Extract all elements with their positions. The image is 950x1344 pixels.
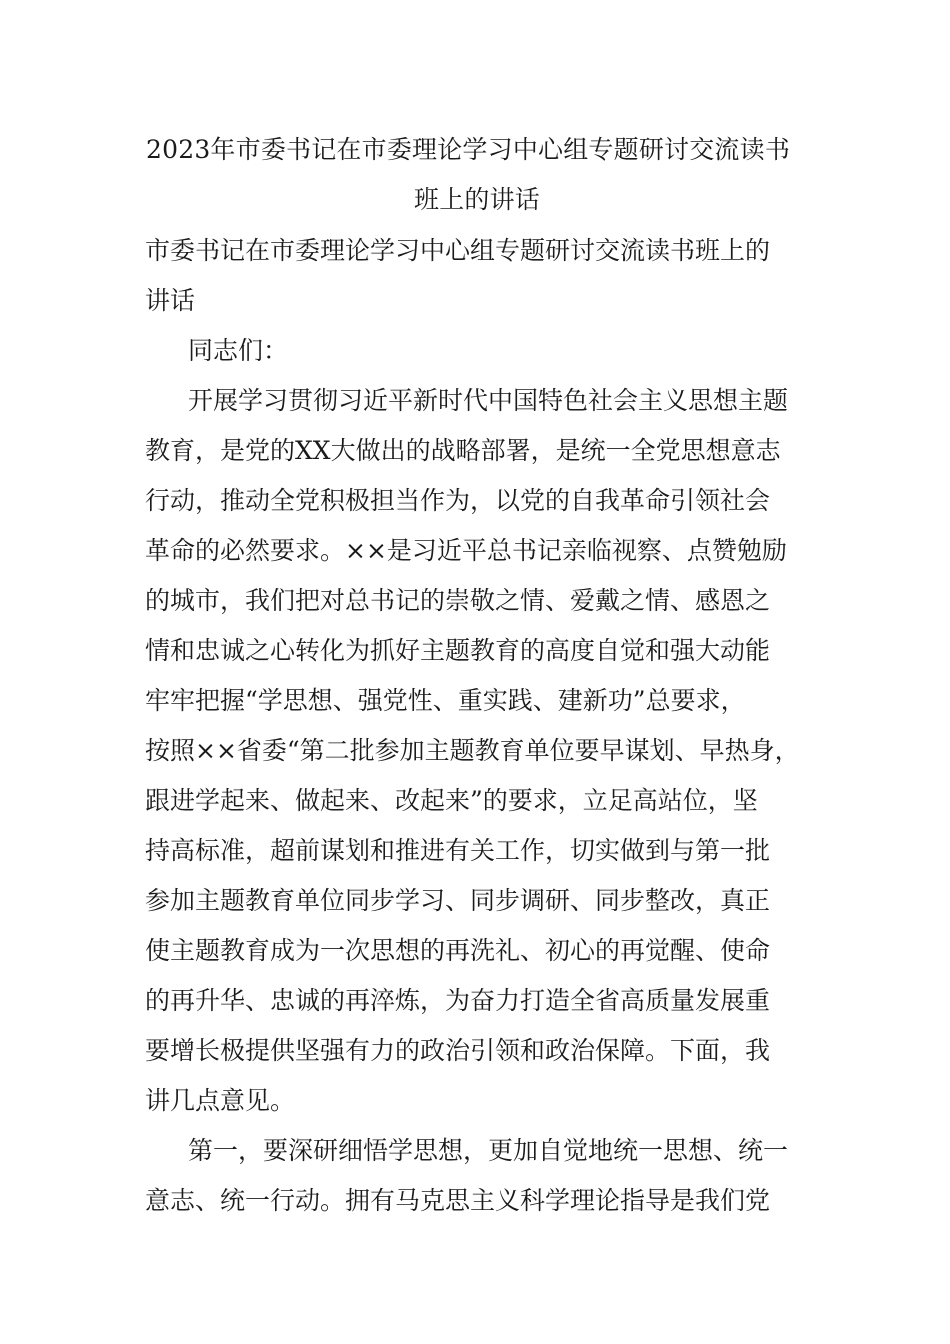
paragraph-1-line: 讲几点意见。 bbox=[145, 1086, 296, 1115]
paragraph-1-line: 的城市，我们把对总书记的崇敬之情、爱戴之情、感恩之 bbox=[145, 586, 771, 615]
paragraph-1-line: 要增长极提供坚强有力的政治引领和政治保障。下面，我 bbox=[145, 1036, 771, 1065]
paragraph-1-line: 的再升华、忠诚的再淬炼，为奋力打造全省高质量发展重 bbox=[145, 986, 771, 1015]
paragraph-1-line: 参加主题教育单位同步学习、同步调研、同步整改，真正 bbox=[145, 886, 771, 915]
paragraph-2-line: 第一，要深研细悟学思想，更加自觉地统一思想、统一 bbox=[188, 1136, 789, 1165]
paragraph-2-line: 意志、统一行动。拥有马克思主义科学理论指导是我们党 bbox=[145, 1186, 771, 1215]
paragraph-1-line: 牢牢把握“学思想、强党性、重实践、建新功”总要求， bbox=[145, 686, 746, 715]
document-title-line-2: 班上的讲话 bbox=[414, 185, 541, 214]
document-title-line-1: 2023年市委书记在市委理论学习中心组专题研讨交流读书 bbox=[146, 135, 791, 164]
subtitle-line-1: 市委书记在市委理论学习中心组专题研讨交流读书班上的 bbox=[145, 236, 771, 265]
paragraph-1-line: 使主题教育成为一次思想的再洗礼、初心的再觉醒、使命 bbox=[145, 936, 771, 965]
paragraph-1-line: 持高标准，超前谋划和推进有关工作，切实做到与第一批 bbox=[145, 836, 771, 865]
paragraph-1-line: 革命的必然要求。××是习近平总书记亲临视察、点赞勉励 bbox=[145, 536, 787, 565]
paragraph-1-line: 行动，推动全党积极担当作为，以党的自我革命引领社会 bbox=[145, 486, 771, 515]
paragraph-1-line: 开展学习贯彻习近平新时代中国特色社会主义思想主题 bbox=[188, 386, 789, 415]
paragraph-1-line: 教育，是党的XX大做出的战略部署，是统一全党思想意志 bbox=[145, 436, 781, 465]
salutation: 同志们： bbox=[188, 336, 289, 365]
paragraph-1-line: 跟进学起来、做起来、改起来”的要求，立足高站位，坚 bbox=[145, 786, 758, 815]
paragraph-1-line: 按照××省委“第二批参加主题教育单位要早谋划、早热身， bbox=[145, 736, 800, 765]
subtitle-line-2: 讲话 bbox=[145, 286, 196, 315]
paragraph-1-line: 情和忠诚之心转化为抓好主题教育的高度自觉和强大动能 bbox=[145, 636, 771, 665]
